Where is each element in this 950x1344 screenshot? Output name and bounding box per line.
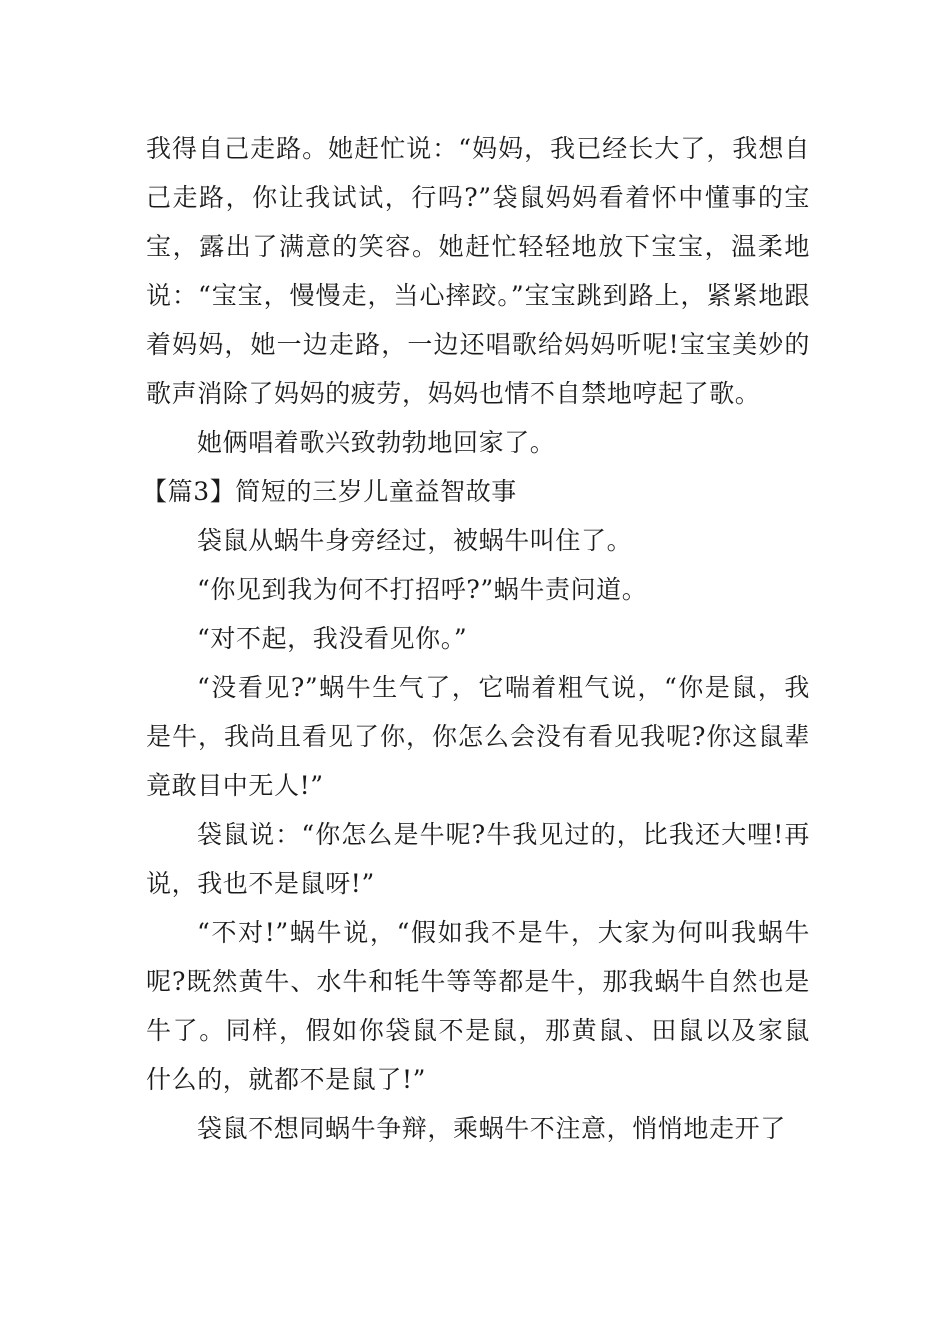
- story-paragraph-4: “没看见?”蜗牛生气了，它喘着粗气说，“你是鼠，我是牛，我尚且看见了你，你怎么会没有看见我呢?你这鼠辈竟敢目中无人!”: [146, 673, 810, 800]
- paragraph-going-home: 她俩唱着歌兴致勃勃地回家了。: [197, 428, 556, 457]
- story-paragraph-6: “不对!”蜗牛说，“假如我不是牛，大家为何叫我蜗牛呢?既然黄牛、水牛和牦牛等等都是牛，那我蜗牛自然也是牛了。同样，假如你袋鼠不是鼠，那黄鼠、田鼠以及家鼠什么的，就都不是鼠了!”: [146, 918, 810, 1094]
- story-paragraph-7: 袋鼠不想同蜗牛争辩，乘蜗牛不注意，悄悄地走开了: [197, 1114, 786, 1143]
- paragraph-continuation: 我得自己走路。她赶忙说：“妈妈，我已经长大了，我想自己走路，你让我试试，行吗?”袋鼠妈妈看着怀中懂事的宝宝，露出了满意的笑容。她赶忙轻轻地放下宝宝，温柔地说：“宝宝，慢慢走，当心摔跤。”宝宝跳到路上，紧紧地跟着妈妈，她一边走路，一边还唱歌给妈妈听呢!宝宝美妙的歌声消除了妈妈的疲劳，妈妈也情不自禁地哼起了歌。: [146, 134, 810, 408]
- story-paragraph-5: 袋鼠说：“你怎么是牛呢?牛我见过的，比我还大哩!再说，我也不是鼠呀!”: [146, 820, 810, 898]
- document-page: [142, 124, 810, 1153]
- story-paragraph-1: 袋鼠从蜗牛身旁经过，被蜗牛叫住了。: [197, 526, 633, 555]
- story-paragraph-2: “你见到我为何不打招呼?”蜗牛责问道。: [197, 575, 648, 604]
- section-title: 【篇3】简短的三岁儿童益智故事: [142, 477, 517, 506]
- story-paragraph-3: “对不起，我没看见你。”: [197, 624, 468, 653]
